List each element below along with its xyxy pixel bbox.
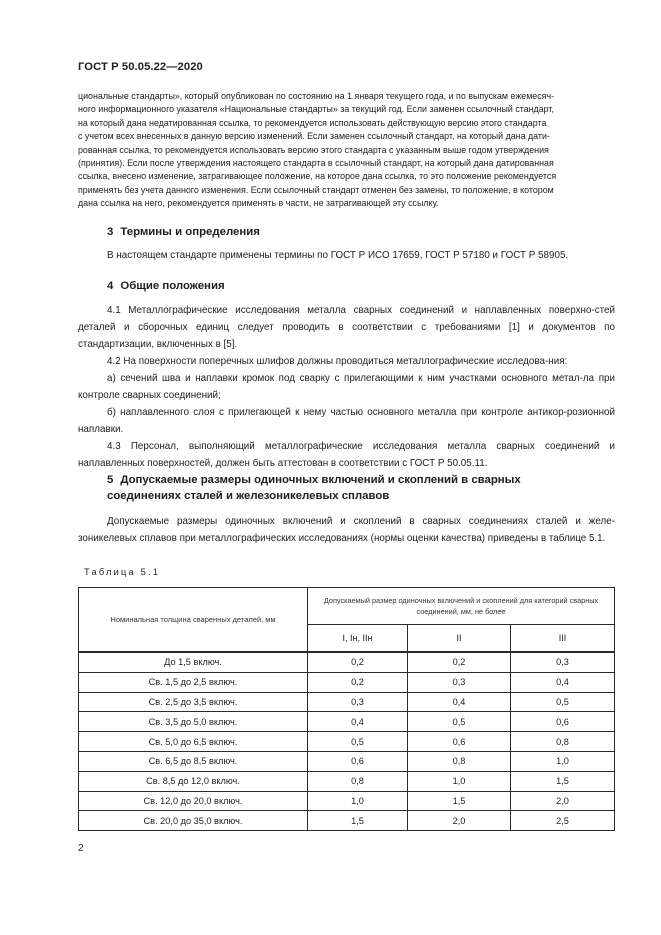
thickness-cell: Св. 6,5 до 8,5 включ. bbox=[79, 751, 308, 771]
document-id-header: ГОСТ Р 50.05.22—2020 bbox=[78, 61, 203, 73]
size-group-header: Допускаемый размер одиночных включений и скоплений для категорий сварных соединений, мм, не более bbox=[308, 588, 615, 625]
page-number: 2 bbox=[78, 843, 84, 854]
value-cell: 0,8 bbox=[308, 771, 408, 791]
value-cell: 1,0 bbox=[408, 771, 511, 791]
table-caption: Таблица 5.1 bbox=[84, 567, 161, 577]
intro-line: циональные стандарты», который опубликован по состоянию на 1 января текущего года, и по выпускам ежемесяч- bbox=[78, 91, 555, 101]
section-5-text: Допускаемые размеры одиночных включений и скоплений в сварных соединениях сталей и желе-зоникелевых сплавов при металлографических исследованиях (нормы оценки качества) приведены в таблице 5.1. bbox=[78, 516, 615, 544]
thickness-cell: Св. 5,0 до 6,5 включ. bbox=[79, 732, 308, 752]
intro-line: ссылка, внесено изменение, затрагивающее положение, на которое дана ссылка, то это положение рекомендуется bbox=[78, 171, 557, 182]
table-row bbox=[79, 692, 615, 712]
value-cell: 0,5 bbox=[511, 692, 615, 712]
section-title-line-1: Допускаемые размеры одиночных включений и скоплений в сварных bbox=[120, 474, 521, 486]
value-cell: 0,3 bbox=[511, 652, 615, 672]
value-cell: 2,0 bbox=[511, 791, 615, 811]
value-cell: 0,4 bbox=[308, 712, 408, 732]
inclusions-norms-table bbox=[78, 587, 615, 831]
section-4-body bbox=[78, 302, 615, 472]
thickness-cell: Св. 3,5 до 5,0 включ. bbox=[79, 712, 308, 732]
value-cell: 0,2 bbox=[408, 652, 511, 672]
thickness-cell: Св. 2,5 до 3,5 включ. bbox=[79, 692, 308, 712]
thickness-cell: Св. 12,0 до 20,0 включ. bbox=[79, 791, 308, 811]
value-cell: 0,2 bbox=[308, 672, 408, 692]
section-3-body bbox=[78, 247, 615, 264]
table-row bbox=[79, 811, 615, 831]
value-cell: 1,5 bbox=[408, 791, 511, 811]
value-cell: 0,5 bbox=[308, 732, 408, 752]
value-cell: 0,4 bbox=[408, 692, 511, 712]
value-cell: 0,6 bbox=[511, 712, 615, 732]
intro-paragraph bbox=[78, 90, 615, 211]
value-cell: 0,6 bbox=[308, 751, 408, 771]
section-number: 3 bbox=[107, 226, 114, 238]
clause-4-2: 4.2 На поверхности поперечных шлифов должны проводиться металлографические исследова-ния: bbox=[107, 356, 568, 367]
intro-line: рованная ссылка, то рекомендуется использовать версию этого стандарта с указанным выше годом утверждения bbox=[78, 144, 549, 155]
thickness-cell: Св. 1,5 до 2,5 включ. bbox=[79, 672, 308, 692]
intro-line: применять без учета данного изменения. Если ссылочный стандарт отменен без замены, то положение, в котором bbox=[78, 184, 554, 195]
clause-4-2-b: б) наплавленного слоя с прилегающей к нему частью основного металла при контроле антикор-розионной наплавки. bbox=[78, 407, 615, 435]
table-row bbox=[79, 652, 615, 672]
clause-4-2-a: а) сечений шва и наплавки кромок под сварку с прилегающими к ним участками основного метал-ла при контроле сварных соединений; bbox=[78, 373, 615, 401]
category-header: II bbox=[408, 625, 511, 653]
table-row bbox=[79, 791, 615, 811]
value-cell: 1,5 bbox=[308, 811, 408, 831]
value-cell: 0,5 bbox=[408, 712, 511, 732]
thickness-cell: До 1,5 включ. bbox=[79, 652, 308, 672]
value-cell: 0,8 bbox=[408, 751, 511, 771]
intro-line: (принятия). Если после утверждения настоящего стандарта в ссылочный стандарт, на который дана датированная bbox=[78, 158, 554, 169]
value-cell: 1,0 bbox=[511, 751, 615, 771]
clause-4-1: 4.1 Металлографические исследования металла сварных соединений и наплавленных поверхно-стей деталей и сборочных единиц следует проводить в соответствии с требованиями [1] и документов по стандартизации, включенных в [5]. bbox=[78, 305, 615, 350]
section-title-line-2: соединениях сталей и железоникелевых сплавов bbox=[107, 490, 390, 502]
value-cell: 2,5 bbox=[511, 811, 615, 831]
intro-line: ного информационного указателя «Национальные стандарты» за текущий год. Если заменен ссылочный стандарт, bbox=[78, 104, 554, 115]
section-3-heading bbox=[107, 224, 617, 240]
value-cell: 0,3 bbox=[308, 692, 408, 712]
section-title: Термины и определения bbox=[120, 226, 260, 238]
value-cell: 0,8 bbox=[511, 732, 615, 752]
thickness-cell: Св. 8,5 до 12,0 включ. bbox=[79, 771, 308, 791]
intro-line: с учетом всех внесенных в данную версию изменений. Если заменен ссылочный стандарт, на который дана дати- bbox=[78, 131, 550, 142]
thickness-column-header: Номинальная толщина сваренных деталей, мм bbox=[79, 588, 308, 653]
category-header: III bbox=[511, 625, 615, 653]
section-number: 4 bbox=[107, 280, 114, 292]
section-number: 5 bbox=[107, 474, 114, 486]
table-row bbox=[79, 712, 615, 732]
table-row bbox=[79, 751, 615, 771]
value-cell: 0,2 bbox=[308, 652, 408, 672]
value-cell: 1,5 bbox=[511, 771, 615, 791]
clause-4-3: 4.3 Персонал, выполняющий металлографические исследования металла сварных соединений и наплавленных поверхностей, должен быть аттестован в соответствии с ГОСТ Р 50.05.11. bbox=[78, 441, 615, 469]
value-cell: 2,0 bbox=[408, 811, 511, 831]
section-title: Общие положения bbox=[120, 280, 225, 292]
table-row bbox=[79, 732, 615, 752]
table-row bbox=[79, 771, 615, 791]
table-row bbox=[79, 672, 615, 692]
value-cell: 0,6 bbox=[408, 732, 511, 752]
intro-line: дана ссылка на него, рекомендуется применять в части, не затрагивающей эту ссылку. bbox=[78, 198, 439, 209]
intro-line: на который дана недатированная ссылка, то рекомендуется использовать действующую версию этого стандарта bbox=[78, 117, 547, 128]
category-header: I, Iн, IIн bbox=[308, 625, 408, 653]
section-4-heading bbox=[107, 278, 617, 294]
value-cell: 0,3 bbox=[408, 672, 511, 692]
section-5-body bbox=[78, 513, 615, 547]
value-cell: 1,0 bbox=[308, 791, 408, 811]
section-5-heading bbox=[107, 472, 617, 504]
value-cell: 0,4 bbox=[511, 672, 615, 692]
thickness-cell: Св. 20,0 до 35,0 включ. bbox=[79, 811, 308, 831]
section-3-text: В настоящем стандарте применены термины по ГОСТ Р ИСО 17659, ГОСТ Р 57180 и ГОСТ Р 58905. bbox=[107, 250, 569, 261]
